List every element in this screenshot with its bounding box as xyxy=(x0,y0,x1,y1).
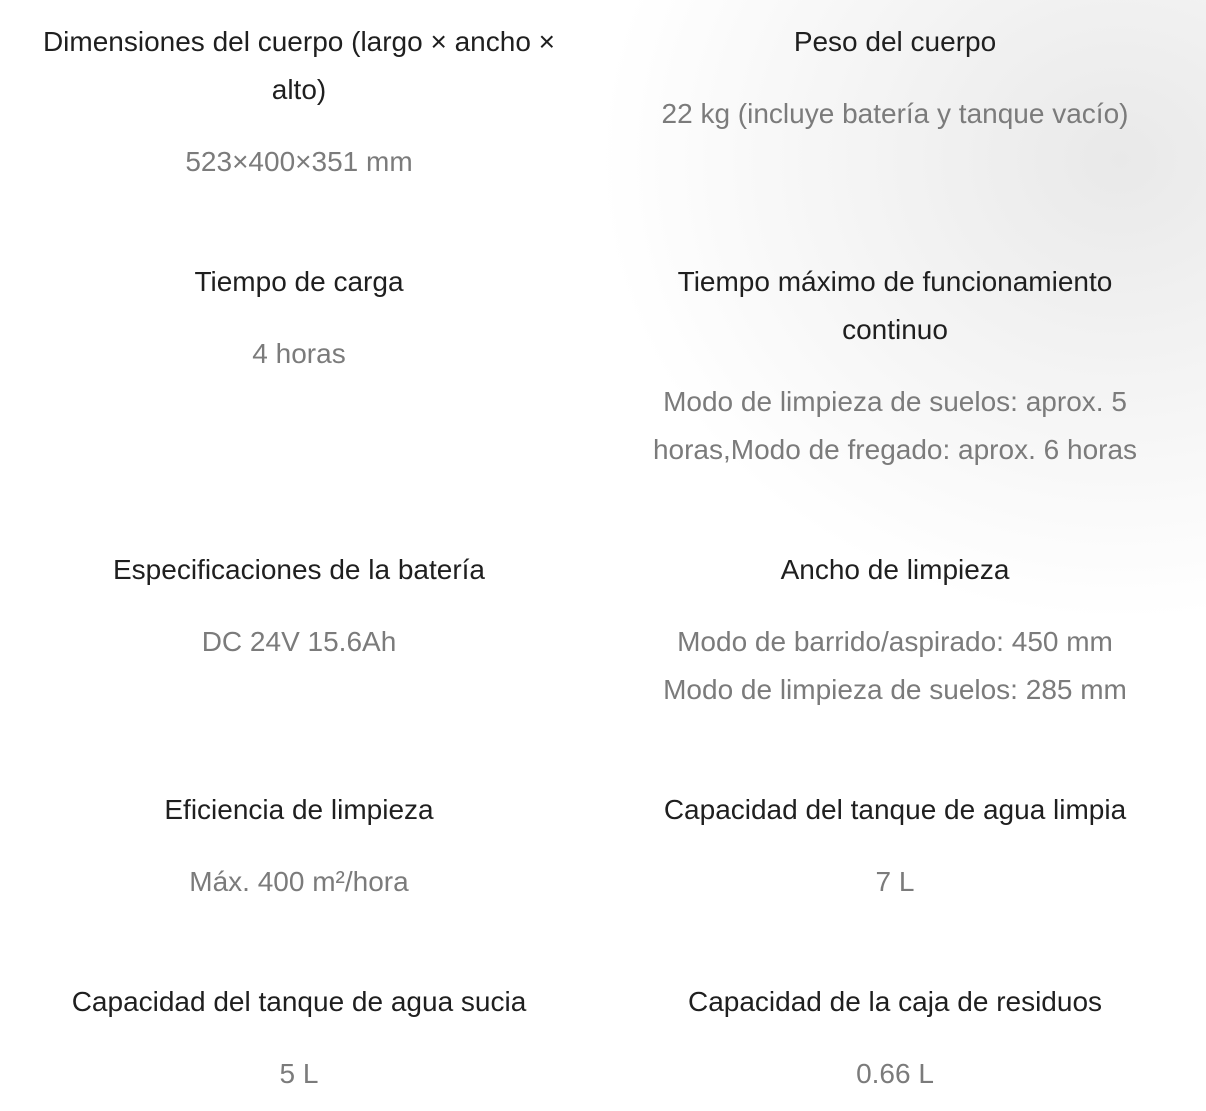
spec-dirty-water-tank xyxy=(0,978,598,1098)
spec-value: Modo de limpieza de suelos: aprox. 5 horas,Modo de fregado: aprox. 6 horas xyxy=(652,386,1138,465)
spec-label: Capacidad del tanque de agua sucia xyxy=(71,986,527,1017)
spec-label: Eficiencia de limpieza xyxy=(164,794,434,825)
spec-cleaning-efficiency xyxy=(0,786,598,906)
spec-label: Peso del cuerpo xyxy=(793,26,997,57)
spec-value: 0.66 L xyxy=(856,1058,934,1089)
spec-charging-time xyxy=(0,258,598,378)
spec-value: Máx. 400 m²/hora xyxy=(189,866,409,897)
spec-battery xyxy=(0,546,598,666)
spec-label: Capacidad del tanque de agua limpia xyxy=(663,794,1127,825)
spec-value: 523×400×351 mm xyxy=(185,146,413,177)
spec-value: 7 L xyxy=(875,866,915,897)
spec-body-dimensions xyxy=(0,18,598,186)
spec-label: Tiempo de carga xyxy=(194,266,404,297)
spec-value: 4 horas xyxy=(252,338,346,369)
spec-label: Especificaciones de la batería xyxy=(113,554,485,585)
spec-value: DC 24V 15.6Ah xyxy=(201,626,397,657)
spec-value: 22 kg (incluye batería y tanque vacío) xyxy=(661,98,1129,129)
spec-label: Tiempo máximo de funcionamiento continuo xyxy=(677,266,1113,345)
spec-value: Modo de barrido/aspirado: 450 mm Modo de limpieza de suelos: 285 mm xyxy=(663,626,1127,705)
spec-clean-water-tank xyxy=(600,786,1190,906)
spec-debris-box xyxy=(600,978,1190,1098)
spec-label: Capacidad de la caja de residuos xyxy=(687,986,1103,1017)
spec-max-runtime xyxy=(600,258,1190,474)
spec-label: Dimensiones del cuerpo (largo × ancho × alto) xyxy=(42,26,556,105)
spec-body-weight xyxy=(600,18,1190,138)
spec-cleaning-width xyxy=(600,546,1190,714)
spec-value: 5 L xyxy=(279,1058,319,1089)
spec-label: Ancho de limpieza xyxy=(780,554,1010,585)
